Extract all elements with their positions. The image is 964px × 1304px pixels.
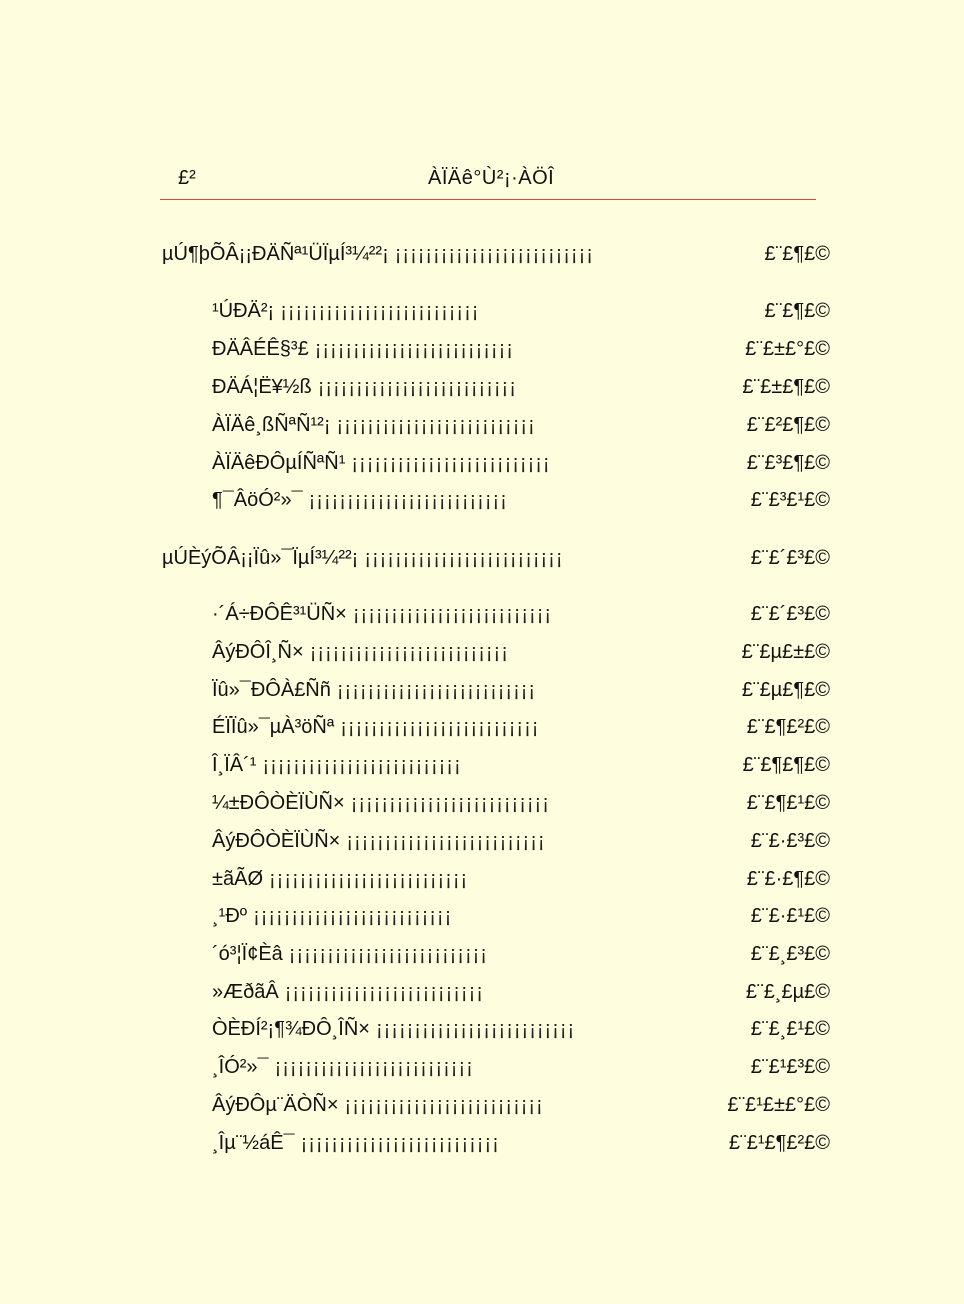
dot-leader: ¡¡¡¡¡¡¡¡¡¡¡¡¡¡¡¡¡¡¡¡¡¡¡¡¡¡ — [269, 868, 469, 890]
dot-leader: ¡¡¡¡¡¡¡¡¡¡¡¡¡¡¡¡¡¡¡¡¡¡¡¡¡¡ — [274, 1056, 474, 1078]
toc-label: »ÆðãÂ — [212, 981, 279, 1003]
toc-entry[interactable] — [212, 830, 830, 858]
toc-label: ÂýÐÔÒÈÏÙÑ× — [212, 830, 341, 852]
toc-label: ÂýÐÔµ¨ÄÒÑ× — [212, 1094, 339, 1116]
dot-leader: ¡¡¡¡¡¡¡¡¡¡¡¡¡¡¡¡¡¡¡¡¡¡¡¡¡¡ — [284, 981, 484, 1003]
toc-label: Î¸ÏÂ´¹ — [212, 754, 257, 776]
toc-page-number: £¨£³£¹£© — [750, 489, 830, 511]
dot-leader: ¡¡¡¡¡¡¡¡¡¡¡¡¡¡¡¡¡¡¡¡¡¡¡¡¡¡ — [336, 679, 537, 701]
toc-entry[interactable] — [212, 376, 830, 404]
toc-entry[interactable] — [212, 754, 830, 782]
toc-entry[interactable] — [212, 905, 830, 933]
dot-leader: ¡¡¡¡¡¡¡¡¡¡¡¡¡¡¡¡¡¡¡¡¡¡¡¡¡¡ — [288, 943, 488, 965]
toc-page-number: £¨£´£³£© — [750, 603, 830, 625]
dot-leader: ¡¡¡¡¡¡¡¡¡¡¡¡¡¡¡¡¡¡¡¡¡¡¡¡¡¡ — [344, 1094, 544, 1116]
header-rule — [160, 199, 816, 200]
toc-chapter-2[interactable] — [162, 243, 830, 271]
toc-page-number: £¨£·£¶£© — [746, 868, 830, 890]
toc-entry[interactable] — [212, 868, 830, 896]
dot-leader: ¡¡¡¡¡¡¡¡¡¡¡¡¡¡¡¡¡¡¡¡¡¡¡¡¡¡ — [300, 1132, 500, 1154]
toc-entry[interactable] — [212, 792, 830, 820]
page-number: £² — [178, 167, 196, 189]
toc-entry[interactable] — [212, 1094, 830, 1122]
toc-label: ±ãÃØ — [212, 868, 263, 890]
toc-page-number: £¨£±£°£© — [745, 338, 830, 360]
toc-entry[interactable] — [212, 943, 830, 971]
toc-page-number: £¨£µ£¶£© — [741, 679, 830, 701]
toc-label: ¹ÚÐÄ²¡ — [212, 300, 275, 322]
toc-label: ·´Á÷ÐÔÊ³¹ÜÑ× — [212, 603, 347, 625]
toc-entry[interactable] — [212, 489, 830, 517]
toc-label: ¸¹Ðº — [212, 905, 248, 927]
toc-page-number: £¨£¸£¹£© — [750, 1018, 830, 1040]
toc-label: µÚÈýÕÂ¡¡Ïû»¯ÏµÍ³¼²²¡ — [162, 547, 359, 569]
dot-leader: ¡¡¡¡¡¡¡¡¡¡¡¡¡¡¡¡¡¡¡¡¡¡¡¡¡¡ — [394, 243, 594, 265]
toc-page-number: £¨£¹£±£°£© — [727, 1094, 830, 1116]
toc-entry[interactable] — [212, 603, 830, 631]
toc-page-number: £¨£¹£³£© — [750, 1056, 830, 1078]
toc-entry[interactable] — [212, 338, 830, 366]
toc-page-number: £¨£·£¹£© — [750, 905, 830, 927]
dot-leader: ¡¡¡¡¡¡¡¡¡¡¡¡¡¡¡¡¡¡¡¡¡¡¡¡¡¡ — [262, 754, 462, 776]
running-title: ÀÏÄê°Ù²¡·ÀÖÎ — [428, 167, 555, 189]
dot-leader: ¡¡¡¡¡¡¡¡¡¡¡¡¡¡¡¡¡¡¡¡¡¡¡¡¡¡ — [336, 414, 536, 436]
dot-leader: ¡¡¡¡¡¡¡¡¡¡¡¡¡¡¡¡¡¡¡¡¡¡¡¡¡¡ — [350, 792, 550, 814]
page-header — [160, 165, 816, 195]
toc-label: ¸ÎÓ²»¯ — [212, 1056, 269, 1078]
toc-page-number: £¨£¶£¹£© — [746, 792, 830, 814]
dot-leader: ¡¡¡¡¡¡¡¡¡¡¡¡¡¡¡¡¡¡¡¡¡¡¡¡¡¡ — [317, 376, 517, 398]
dot-leader: ¡¡¡¡¡¡¡¡¡¡¡¡¡¡¡¡¡¡¡¡¡¡¡¡¡¡ — [351, 452, 551, 474]
toc-label: µÚ¶þÕÂ¡¡ÐÄÑª¹ÜÏµÍ³¼²²¡ — [162, 243, 389, 265]
toc-label: ÒÈÐÍ²¡¶¾ÐÔ¸ÎÑ× — [212, 1018, 370, 1040]
toc-label: ÉÏÏû»¯µÀ³öÑª — [212, 716, 335, 738]
toc-entry[interactable] — [212, 981, 830, 1009]
dot-leader: ¡¡¡¡¡¡¡¡¡¡¡¡¡¡¡¡¡¡¡¡¡¡¡¡¡¡ — [308, 489, 508, 511]
toc-page-number: £¨£·£³£© — [750, 830, 830, 852]
toc-page-number: £¨£¹£¶£²£© — [728, 1132, 830, 1154]
toc-entry[interactable] — [212, 1018, 830, 1046]
toc-label: ¼±ÐÔÒÈÏÙÑ× — [212, 792, 345, 814]
toc-entry[interactable] — [212, 300, 830, 328]
toc-label: ¶¯ÂöÓ²»¯ — [212, 489, 303, 511]
toc-page-number: £¨£¶£© — [764, 300, 830, 322]
dot-leader: ¡¡¡¡¡¡¡¡¡¡¡¡¡¡¡¡¡¡¡¡¡¡¡¡¡¡ — [346, 830, 546, 852]
dot-leader: ¡¡¡¡¡¡¡¡¡¡¡¡¡¡¡¡¡¡¡¡¡¡¡¡¡¡ — [340, 716, 540, 738]
toc-entry[interactable] — [212, 641, 830, 669]
toc-page-number: £¨£¶£© — [764, 243, 830, 265]
toc-label: ÐÄÂÉÊ§³£ — [212, 338, 309, 360]
toc-label: ´ó³¦Ï¢Èâ — [212, 943, 283, 965]
dot-leader: ¡¡¡¡¡¡¡¡¡¡¡¡¡¡¡¡¡¡¡¡¡¡¡¡¡¡ — [375, 1018, 576, 1040]
dot-leader: ¡¡¡¡¡¡¡¡¡¡¡¡¡¡¡¡¡¡¡¡¡¡¡¡¡¡ — [314, 338, 514, 360]
toc-page-number: £¨£¶£¶£© — [742, 754, 830, 776]
toc-chapter-3[interactable] — [162, 547, 830, 575]
toc-label: ÀÏÄêÐÔµÍÑªÑ¹ — [212, 452, 346, 474]
toc-page-number: £¨£¸£³£© — [750, 943, 830, 965]
dot-leader: ¡¡¡¡¡¡¡¡¡¡¡¡¡¡¡¡¡¡¡¡¡¡¡¡¡¡ — [280, 300, 480, 322]
toc-entry[interactable] — [212, 716, 830, 744]
dot-leader: ¡¡¡¡¡¡¡¡¡¡¡¡¡¡¡¡¡¡¡¡¡¡¡¡¡¡ — [253, 905, 453, 927]
toc-page-number: £¨£´£³£© — [750, 547, 830, 569]
toc-entry[interactable] — [212, 414, 830, 442]
dot-leader: ¡¡¡¡¡¡¡¡¡¡¡¡¡¡¡¡¡¡¡¡¡¡¡¡¡¡ — [309, 641, 509, 663]
toc-entry[interactable] — [212, 679, 830, 707]
toc-label: Ïû»¯ÐÔÀ£Ññ — [212, 679, 331, 701]
toc-entry[interactable] — [212, 1056, 830, 1084]
toc-page-number: £¨£µ£±£© — [741, 641, 830, 663]
toc-page-number: £¨£²£¶£© — [746, 414, 830, 436]
toc-page-number: £¨£±£¶£© — [742, 376, 830, 398]
toc-entry[interactable] — [212, 1132, 830, 1160]
dot-leader: ¡¡¡¡¡¡¡¡¡¡¡¡¡¡¡¡¡¡¡¡¡¡¡¡¡¡ — [364, 547, 564, 569]
toc-page-number: £¨£¸£µ£© — [745, 981, 830, 1003]
toc-label: ¸Îµ¨½áÊ¯ — [212, 1132, 295, 1154]
dot-leader: ¡¡¡¡¡¡¡¡¡¡¡¡¡¡¡¡¡¡¡¡¡¡¡¡¡¡ — [352, 603, 553, 625]
toc-label: ÐÄÁ¦Ë¥½ß — [212, 376, 312, 398]
toc-label: ÂýÐÔÎ¸Ñ× — [212, 641, 304, 663]
toc-page-number: £¨£¶£²£© — [746, 716, 830, 738]
toc-label: ÀÏÄê¸ßÑªÑ¹²¡ — [212, 414, 331, 436]
toc-entry[interactable] — [212, 452, 830, 480]
toc-page-number: £¨£³£¶£© — [746, 452, 830, 474]
